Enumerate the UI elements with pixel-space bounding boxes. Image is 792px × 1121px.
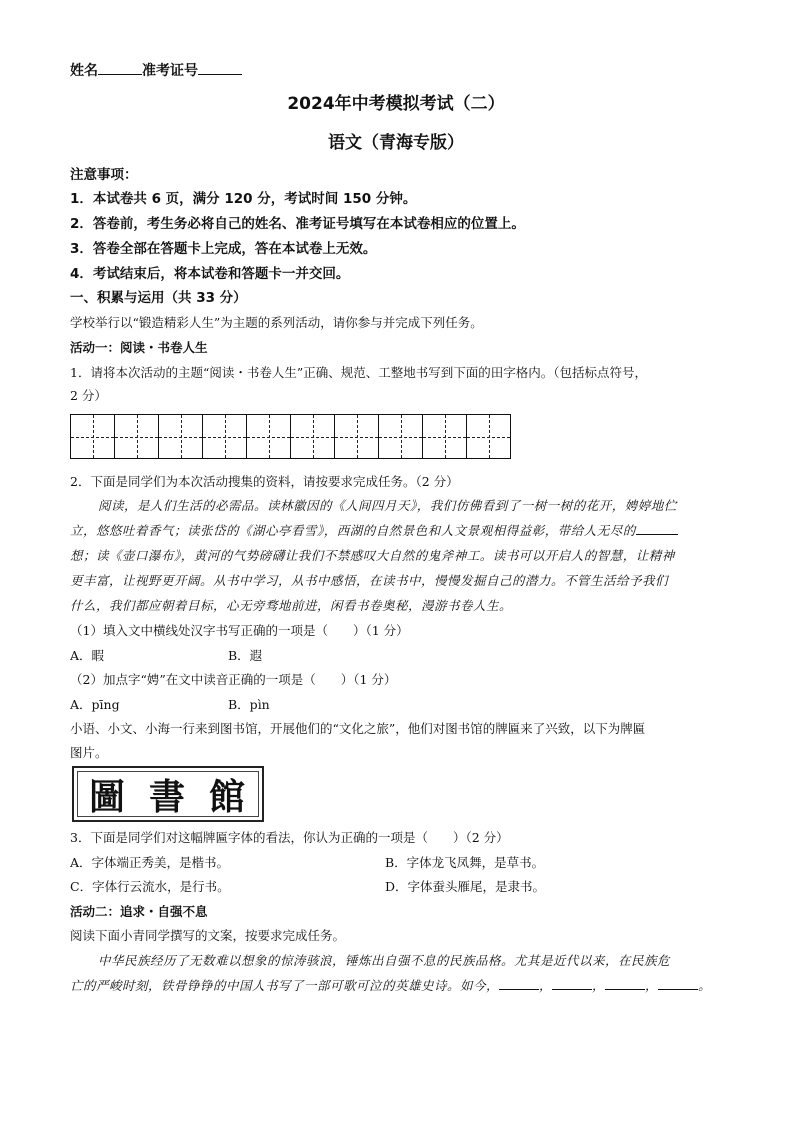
fill-blank[interactable]: [499, 989, 539, 990]
notice-heading: 注意事项：: [70, 167, 138, 183]
fill-blank[interactable]: [658, 989, 698, 990]
option-a[interactable]: A．暇: [70, 648, 105, 663]
notice-item: 2．答卷前，考生务必将自己的姓名、准考证号填写在本试卷相应的位置上。: [70, 216, 525, 232]
section-heading: 一、积累与运用（共 33 分）: [70, 290, 247, 306]
ticket-blank[interactable]: [198, 74, 242, 75]
ticket-label: 准考证号: [142, 63, 198, 79]
notice-item: 1．本试卷共 6 页，满分 120 分，考试时间 150 分钟。: [70, 191, 417, 207]
grid-cell[interactable]: [378, 414, 423, 459]
option-b[interactable]: B．字体龙飞凤舞，是草书。: [385, 855, 545, 870]
tianzige-grid[interactable]: [71, 414, 511, 459]
exam-title: 2024年中考模拟考试（二）: [287, 94, 505, 114]
name-blank[interactable]: [98, 74, 142, 75]
question-2: 2．下面是同学们为本次活动搜集的资料，请按要求完成任务。（2 分）: [70, 474, 459, 489]
grid-cell[interactable]: [158, 414, 203, 459]
grid-cell[interactable]: [466, 414, 511, 459]
sub1-options: [70, 650, 370, 663]
passage-line: 亡的严峻时刻，铁骨铮铮的中国人书写了一部可歌可泣的英雄史诗。如今， ， ， ， 。: [70, 978, 712, 993]
question-1: 1．请将本次活动的主题“阅读・书卷人生”正确、规范、工整地书写到下面的田字格内。（包括标点符号，: [70, 365, 647, 380]
plaque-char: 館: [208, 775, 247, 818]
activity2-heading: 活动二：追求・自强不息: [70, 904, 208, 919]
activity2-intro: 阅读下面小青同学撰写的文案，按要求完成任务。: [70, 928, 346, 943]
sub-question-1: （1）填入文中横线处汉字书写正确的一项是（ ）（1 分）: [70, 623, 409, 638]
library-plaque-image: [72, 766, 264, 822]
activity1-heading: 活动一：阅读・书卷人生: [70, 340, 208, 355]
library-intro-cont: 图片。: [70, 745, 108, 760]
plaque-char: 圖: [88, 775, 127, 818]
passage-line: 更丰富，让视野更开阔。从书中学习，从书中感悟，在读书中，慢慢发掘自己的潜力。不管生活给予我们: [70, 573, 669, 588]
name-label: 姓名: [70, 63, 98, 79]
q3-options-row-1: [70, 857, 720, 870]
option-b[interactable]: B．pìn: [228, 697, 270, 712]
grid-cell[interactable]: [290, 414, 335, 459]
section-intro: 学校举行以“锻造精彩人生”为主题的系列活动，请你参与并完成下列任务。: [70, 315, 483, 330]
option-a[interactable]: A．字体端正秀美，是楷书。: [70, 855, 230, 870]
exam-subtitle: 语文（青海专版）: [328, 133, 464, 153]
grid-cell[interactable]: [70, 414, 115, 459]
option-a[interactable]: A．pīng: [70, 697, 120, 712]
question-1-cont: 2 分）: [70, 388, 107, 403]
passage-line: 立，悠悠吐着香气；读张岱的《湖心亭看雪》，西湖的自然景色和人文景观相得益彰，带给人无尽的: [70, 525, 678, 538]
plaque-char: 書: [148, 775, 187, 818]
passage-line: 中华民族经历了无数难以想象的惊涛骇浪，锤炼出自强不息的民族品格。尤其是近代以来，在民族危: [98, 953, 671, 968]
notice-item: 4．考试结束后，将本试卷和答题卡一并交回。: [70, 266, 350, 282]
candidate-info-line: [70, 64, 242, 78]
question-3: 3．下面是同学们对这幅牌匾字体的看法，你认为正确的一项是（ ）（2 分）: [70, 830, 509, 845]
q3-options-row-2: [70, 881, 720, 894]
sub2-options: [70, 699, 370, 712]
sub-question-2: （2）加点字“娉”在文中读音正确的一项是（ ）（1 分）: [70, 672, 397, 687]
fill-blank[interactable]: [636, 534, 678, 535]
library-intro: 小语、小文、小海一行来到图书馆，开展他们的“文化之旅”，他们对图书馆的牌匾来了兴致，以下为牌匾: [70, 721, 646, 736]
grid-cell[interactable]: [422, 414, 467, 459]
option-b[interactable]: B．遐: [228, 648, 263, 663]
fill-blank[interactable]: [552, 989, 592, 990]
grid-cell[interactable]: [202, 414, 247, 459]
notice-item: 3．答卷全部在答题卡上完成，答在本试卷上无效。: [70, 241, 377, 257]
passage-line: 想；读《壶口瀑布》，黄河的气势磅礴让我们不禁感叹大自然的鬼斧神工。读书可以开启人的智慧，让精神: [70, 548, 675, 563]
grid-cell[interactable]: [114, 414, 159, 459]
option-c[interactable]: C．字体行云流水，是行书。: [70, 879, 230, 894]
passage-line: 阅读，是人们生活的必需品。读林徽因的《人间四月天》，我们仿佛看到了一树一树的花开，娉婷地伫: [98, 498, 677, 513]
passage-line: 什么，我们都应朝着目标，心无旁骛地前进，闲看书卷奥秘，漫游书卷人生。: [70, 598, 513, 613]
grid-cell[interactable]: [246, 414, 291, 459]
option-d[interactable]: D．字体蚕头雁尾，是隶书。: [385, 879, 546, 894]
grid-cell[interactable]: [334, 414, 379, 459]
fill-blank[interactable]: [605, 989, 645, 990]
